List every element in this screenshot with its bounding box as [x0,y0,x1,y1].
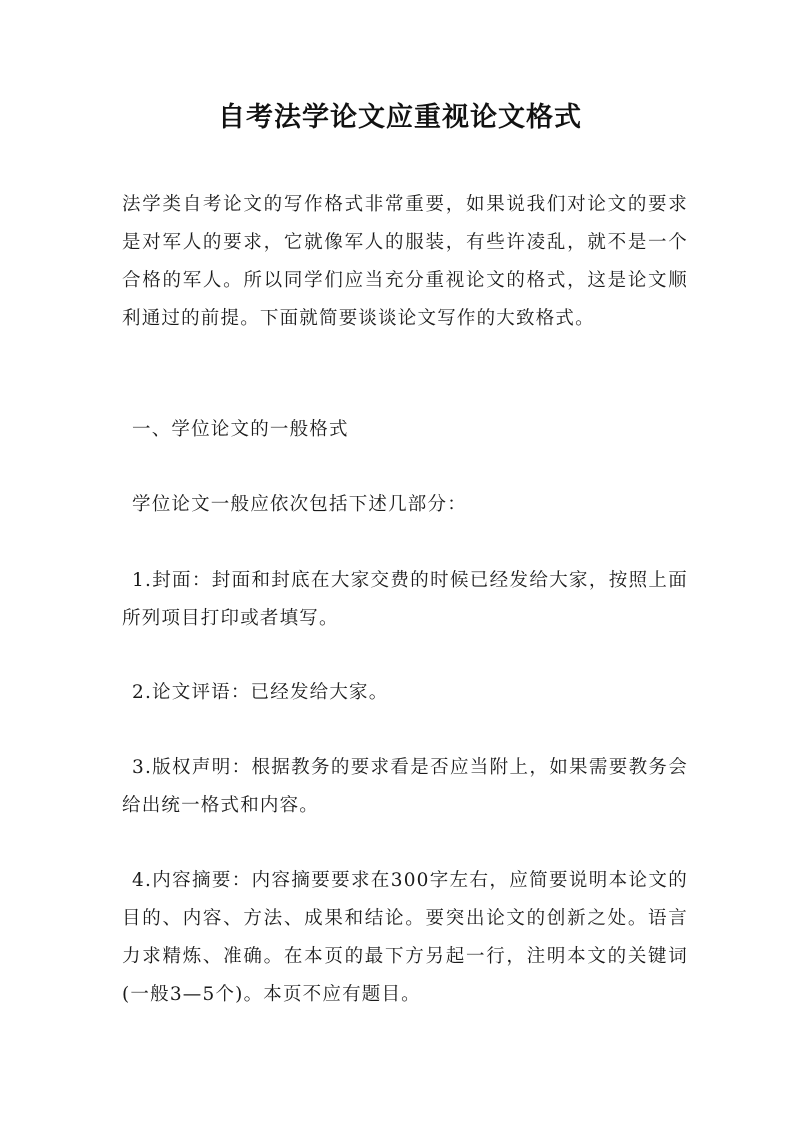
document-title: 自考法学论文应重视论文格式 [218,102,582,133]
section-heading: 一、学位论文的一般格式 [132,419,349,440]
intro-paragraph: 法学类自考论文的写作格式非常重要，如果说我们对论文的要求是对军人的要求，它就像军人的服装，有些许凌乱，就不是一个合格的军人。所以同学们应当充分重视论文的格式，这是论文顺利通过的前提。下面就简要谈谈论文写作的大致格式。 [122,194,688,329]
section-intro-paragraph: 学位论文一般应依次包括下述几部分： [132,494,467,515]
item-cover-paragraph: 1.封面：封面和封底在大家交费的时候已经发给大家，按照上面所列项目打印或者填写。 [122,570,688,629]
item-copyright-paragraph: 3.版权声明：根据教务的要求看是否应当附上，如果需要教务会给出统一格式和内容。 [122,757,688,816]
item-abstract-paragraph: 4.内容摘要：内容摘要要求在300字左右，应简要说明本论文的目的、内容、方法、成果和结论。要突出论文的创新之处。语言力求精炼、准确。在本页的最下方另起一行，注明本文的关键词(一般3—5个)。本页不应有题目。 [122,870,688,1005]
item-review-paragraph: 2.论文评语：已经发给大家。 [132,682,389,703]
